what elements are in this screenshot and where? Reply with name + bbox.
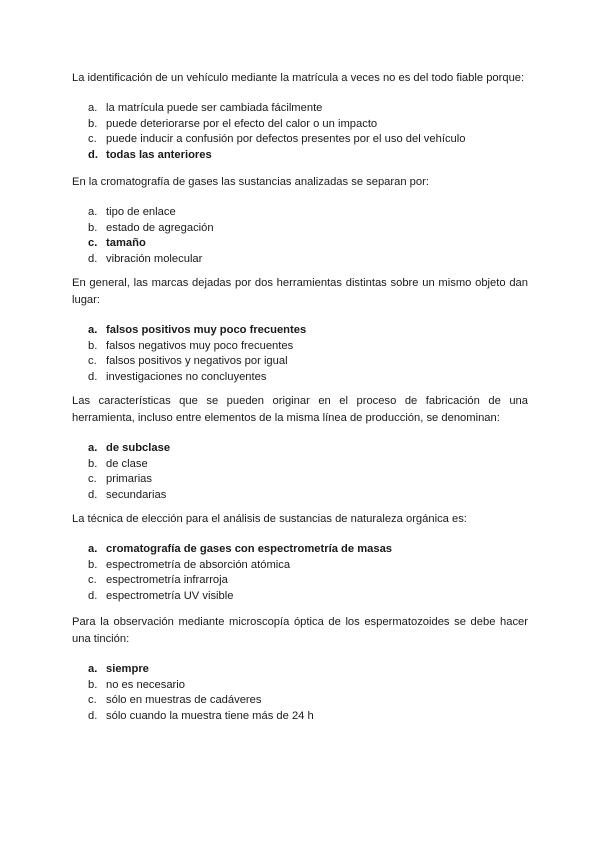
question-text: Las características que se pueden originar en el proceso de fabricación de una herramienta, incluso entre elementos de la misma línea de producción, se denominan: — [72, 395, 528, 424]
option-text: de clase — [106, 457, 148, 470]
question-text: La identificación de un vehículo mediante la matrícula a veces no es del todo fiable porque: — [72, 72, 525, 84]
question-text: En la cromatografía de gases las sustancias analizadas se separan por: — [72, 176, 429, 188]
option-b — [72, 117, 528, 133]
option-list — [72, 205, 528, 267]
option-text: investigaciones no concluyentes — [106, 370, 267, 383]
option-letter: c. — [88, 473, 97, 485]
option-letter: b. — [88, 457, 98, 470]
option-text: no es necesario — [106, 678, 185, 691]
option-letter: a. — [88, 206, 98, 218]
option-text: siempre — [106, 663, 149, 675]
option-d — [72, 370, 528, 386]
option-c — [72, 573, 528, 589]
option-text: sólo en muestras de cadáveres — [106, 694, 262, 706]
option-letter: b. — [88, 558, 98, 571]
option-a — [72, 101, 528, 117]
option-letter: d. — [88, 709, 98, 722]
option-letter: a. — [88, 442, 98, 454]
option-b — [72, 678, 528, 694]
option-text: cromatografía de gases con espectrometría de masas — [106, 543, 393, 555]
option-b — [72, 339, 528, 355]
question-text: En general, las marcas dejadas por dos herramientas distintas sobre un mismo objeto dan lugar: — [72, 277, 528, 306]
option-c — [72, 354, 528, 370]
option-c — [72, 472, 528, 488]
option-text: secundarias — [106, 488, 167, 501]
option-text: la matrícula puede ser cambiada fácilmente — [106, 102, 323, 114]
option-text: espectrometría infrarroja — [106, 574, 228, 586]
option-text: vibración molecular — [106, 252, 203, 265]
option-letter: a. — [88, 543, 98, 555]
option-list — [72, 441, 528, 503]
option-b — [72, 558, 528, 574]
question-text: Para la observación mediante microscopía óptica de los espermatozoides se debe hacer una tinción: — [72, 616, 528, 645]
option-b — [72, 457, 528, 473]
option-letter: d. — [88, 488, 98, 501]
question-block — [72, 174, 528, 267]
option-text: de subclase — [106, 442, 171, 454]
option-list — [72, 542, 528, 604]
question-block — [72, 70, 528, 163]
option-letter: d. — [88, 252, 98, 265]
option-text: puede deteriorarse por el efecto del calor o un impacto — [106, 117, 378, 130]
option-d — [72, 488, 528, 504]
option-d — [72, 709, 528, 725]
option-d — [72, 589, 528, 605]
option-list — [72, 323, 528, 385]
option-letter: c. — [88, 574, 97, 586]
option-letter: a. — [88, 663, 98, 675]
option-letter: d. — [88, 148, 98, 161]
option-list — [72, 101, 528, 163]
option-text: sólo cuando la muestra tiene más de 24 h — [106, 709, 314, 722]
question-block — [72, 393, 528, 503]
option-text: espectrometría UV visible — [106, 589, 234, 602]
option-c — [72, 693, 528, 709]
option-a-correct — [72, 323, 528, 339]
option-letter: d. — [88, 370, 98, 383]
option-text: tipo de enlace — [106, 206, 176, 218]
option-text: todas las anteriores — [106, 148, 212, 161]
option-d — [72, 252, 528, 268]
option-text: puede inducir a confusión por defectos presentes por el uso del vehículo — [106, 133, 466, 145]
option-letter: c. — [88, 133, 97, 145]
option-letter: b. — [88, 221, 98, 234]
option-text: falsos positivos y negativos por igual — [106, 355, 288, 367]
option-letter: a. — [88, 324, 98, 336]
option-a-correct — [72, 441, 528, 457]
option-text: tamaño — [106, 237, 146, 249]
option-letter: d. — [88, 589, 98, 602]
option-text: falsos negativos muy poco frecuentes — [106, 339, 294, 352]
option-letter: c. — [88, 237, 98, 249]
option-d-correct — [72, 148, 528, 164]
question-block — [72, 511, 528, 604]
option-list — [72, 662, 528, 724]
option-letter: a. — [88, 102, 98, 114]
option-a-correct — [72, 662, 528, 678]
question-block — [72, 614, 528, 724]
option-letter: b. — [88, 678, 98, 691]
option-text: primarias — [106, 473, 153, 485]
option-a-correct — [72, 542, 528, 558]
option-text: espectrometría de absorción atómica — [106, 558, 291, 571]
option-letter: c. — [88, 694, 97, 706]
option-c — [72, 132, 528, 148]
option-text: falsos positivos muy poco frecuentes — [106, 324, 307, 336]
option-letter: b. — [88, 339, 98, 352]
question-text: La técnica de elección para el análisis de sustancias de naturaleza orgánica es: — [72, 513, 467, 525]
option-text: estado de agregación — [106, 221, 214, 234]
option-a — [72, 205, 528, 221]
question-block — [72, 275, 528, 385]
option-c-correct — [72, 236, 528, 252]
option-letter: b. — [88, 117, 98, 130]
option-b — [72, 221, 528, 237]
option-letter: c. — [88, 355, 97, 367]
